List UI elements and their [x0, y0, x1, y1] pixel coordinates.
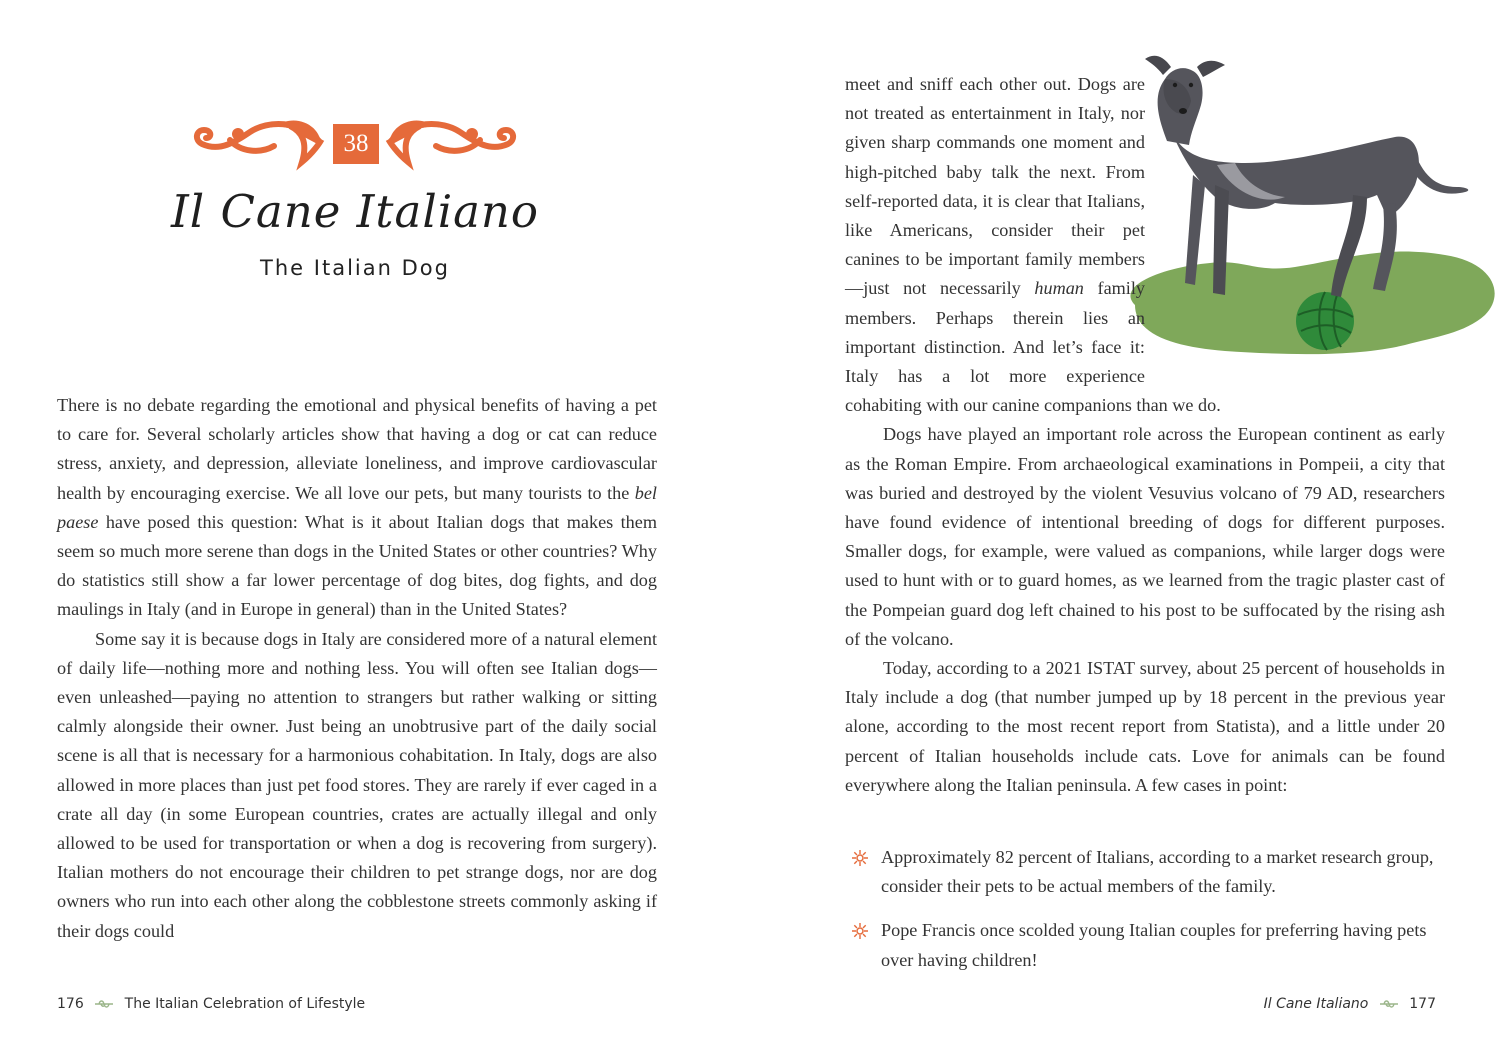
chapter-subtitle: The Italian Dog [260, 256, 450, 280]
footer-right [1264, 996, 1436, 1012]
leaf-icon [1379, 999, 1399, 1009]
sun-bullet-icon [852, 923, 868, 939]
paragraph: meet and sniff each other out. Dogs are not treated as entertainment in Italy, nor given sharp commands one moment and high-pitched baby talk the next. From self-reported data, it is clear that Italians, like Americans, consider their pet canines to be important family members—just not necessarily human family members. Perhaps therein lies an important distinction. And let’s face it: Italy has a lot more experience cohabiting with our canine companions than we do. [845, 74, 1221, 416]
running-title: The Italian Celebration of Lifestyle [124, 996, 366, 1012]
chapter-number: 38 [333, 124, 379, 164]
italic-term: human [1034, 278, 1084, 299]
page-number: 176 [57, 996, 84, 1012]
leaf-icon [94, 999, 114, 1009]
running-title: Il Cane Italiano [1263, 996, 1369, 1012]
page-number: 177 [1409, 996, 1436, 1012]
sun-bullet-icon [852, 850, 868, 866]
paragraph: There is no debate regarding the emotional and physical benefits of having a pet to care for. Several scholarly articles show that having a dog or cat can reduce stress, anxiety, and depression, alleviate loneliness, and improve cardiovascular health by encouraging exercise. We all love our pets, but many tourists to the bel paese have posed this question: What is it about Italian dogs that makes them seem so much more serene than dogs in the United States or other countries? Why do statistics still show a far lower percentage of dog bites, dog fights, and dog maulings in Italy (and in Europe in general) than in the United States? [57, 395, 657, 620]
chapter-title: Il Cane Italiano [170, 185, 540, 238]
footer-left [57, 996, 365, 1012]
left-body-text [57, 391, 657, 946]
right-body-text [845, 70, 1445, 800]
paragraph: Some say it is because dogs in Italy are considered more of a natural element of daily life—nothing more and nothing less. You will often see Italian dogs—even unleashed—paying no attention to strangers but rather walking or sitting calmly alongside their owner. Just being an unobtrusive part of the daily social scene is all that is necessary for a harmonious cohabitation. In Italy, dogs are also allowed in more places than just pet food stores. They are rarely if ever caged in a crate all day (in some European countries, crates are actually illegal and only allowed to be used for transportation or when a dog is recovering from surgery). Italian mothers do not encourage their children to pet strange dogs, nor are dog owners who run into each other along the cobblestone streets commonly asking if their dogs could [57, 628, 657, 941]
illustration-wrap-space [1145, 70, 1445, 388]
italic-term: bel paese [57, 482, 657, 532]
bullet-list [852, 843, 1447, 990]
list-item: Pope Francis once scolded young Italian couples for preferring having pets over having children! [852, 916, 1447, 974]
list-item: Approximately 82 percent of Italians, according to a market research group, consider their pets to be actual members of the family. [852, 843, 1447, 901]
paragraph: Today, according to a 2021 ISTAT survey, about 25 percent of households in Italy include a dog (that number jumped up by 18 percent in the previous year alone, according to the most recent report from Statista), and a little under 20 percent of Italian households include cats. Love for animals can be found everywhere along the Italian peninsula. A few cases in point: [845, 658, 1445, 795]
paragraph: Dogs have played an important role across the European continent as early as the Roman Empire. From archaeological examinations in Pompeii, a city that was buried and destroyed by the violent Vesuvius volcano of 79 AD, researchers have found evidence of intentional breeding of dogs for different purposes. Smaller dogs, for example, were valued as companions, while larger dogs were used to hunt with or to guard homes, as we learned from the tragic plaster cast of the Pompeian guard dog left chained to his post to be suffocated by the rising ash of the volcano. [845, 424, 1445, 649]
